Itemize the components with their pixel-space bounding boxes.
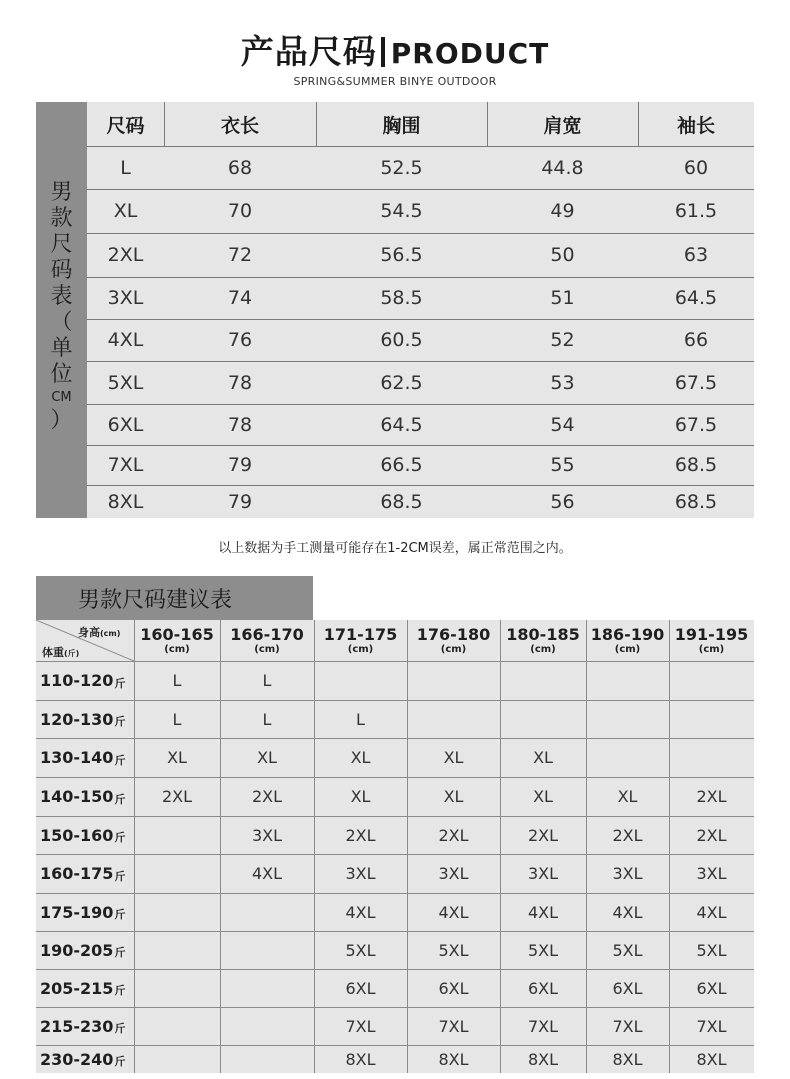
size-chart-col-divider [487,102,488,146]
weight-range: 175-190 [40,902,114,922]
recommended-size-cell: 8XL [527,1049,559,1069]
recommended-size-cell [586,700,669,738]
size-chart-cell: 56.5 [380,244,423,266]
side-paren-close: ） [50,408,73,433]
recommended-size-cell [134,969,220,1007]
recommended-size-cell: 3XL [438,864,469,883]
recommended-size-cell [134,1045,220,1073]
height-header-cell [220,620,314,661]
size-chart-cell: 60 [683,156,709,179]
recommended-size-cell: 8XL [612,1049,643,1069]
size-chart-cell: 70 [227,200,253,222]
recommended-size-cell: XL [533,748,553,767]
recommended-size-cell: L [262,671,272,690]
weight-range-cell [36,661,134,700]
recommended-size-cell [220,1045,314,1073]
recommended-size-cell: 5XL [696,940,727,960]
weight-range-cell [36,854,134,893]
size-chart-divider [87,146,754,147]
recommended-size-cell: L [172,671,182,690]
side-char: 男 [50,180,73,205]
recommendation-col-divider [134,620,135,1073]
corner-weight-unit: (斤) [64,649,80,658]
weight-range: 150-160 [40,825,114,845]
side-char: 尺 [50,232,73,257]
corner-weight-text: 体重 [42,646,64,659]
recommended-size-cell: XL [443,748,464,767]
recommended-size-cell: XL [350,787,371,806]
weight-range-cell [36,738,134,777]
height-header-cell [407,620,500,661]
recommendation-row-divider [36,816,754,817]
page-subtitle: SPRING&SUMMER BINYE OUTDOOR [293,75,497,88]
size-chart-divider [87,485,754,486]
height-range: 186-190 [590,624,665,644]
side-char: 款 [50,206,73,231]
recommendation-row-divider [36,1007,754,1008]
weight-unit: 斤 [114,946,126,959]
corner-height-label [78,624,120,640]
side-char: 单 [50,336,73,361]
size-chart-cell: 60.5 [380,329,423,351]
recommended-size-cell [220,969,314,1007]
recommended-size-cell: 5XL [345,940,376,960]
size-chart-cell: 62.5 [380,371,423,394]
weight-unit: 斤 [114,831,126,844]
size-chart-row [87,319,754,361]
recommended-size-cell: 2XL [161,787,193,806]
recommended-size-cell: XL [167,748,187,767]
recommended-size-cell: 5XL [612,940,643,960]
recommended-size-cell [220,931,314,969]
recommended-size-cell [220,1007,314,1045]
recommended-size-cell [669,661,754,700]
height-header-cell [669,620,754,661]
recommended-size-cell: 3XL [251,825,283,845]
weight-range-cell [36,931,134,969]
size-chart-cell: 79 [227,454,253,476]
recommendation-table [36,620,754,1073]
recommended-size-cell [500,661,586,700]
size-chart-cell: 3XL [107,287,144,309]
weight-range: 120-130 [40,709,114,729]
height-header-cell [500,620,586,661]
measurement-note: 以上数据为手工测量可能存在1-2CM误差，属正常范围之内。 [218,541,572,556]
recommendation-col-divider [407,620,408,1073]
weight-range-cell [36,816,134,854]
recommended-size-cell: L [172,709,182,729]
weight-unit: 斤 [114,869,126,883]
size-chart-cell: 78 [227,371,253,394]
weight-range: 110-120 [40,671,114,690]
size-chart-cell: 4XL [107,329,144,351]
recommended-size-cell [314,661,407,700]
size-chart-cell: 64.5 [380,413,423,436]
corner-height-unit: (cm) [100,629,121,638]
recommended-size-cell: 8XL [345,1049,376,1069]
recommended-size-cell: 3XL [527,864,559,883]
title-divider [381,37,385,67]
size-chart-col-divider [638,102,639,146]
weight-range-cell [36,969,134,1007]
recommended-size-cell: 7XL [527,1016,559,1036]
size-chart-side-label [36,102,87,518]
size-chart-cell: 72 [227,244,253,266]
weight-range-cell [36,1045,134,1073]
size-chart-cell: 64.5 [674,287,718,309]
size-chart-cell: 74 [227,287,253,309]
size-chart-cell: 68.5 [380,490,423,513]
recommendation-col-divider [669,620,670,1073]
size-chart-cell: 7XL [107,454,144,476]
side-char: 码 [50,258,73,283]
recommended-size-cell: L [262,709,272,729]
weight-unit: 斤 [114,1055,126,1068]
recommended-size-cell: 6XL [345,978,376,998]
size-chart-side-text [36,180,87,434]
size-chart-cell: L [120,156,131,179]
size-chart-header-cell: 尺码 [106,114,145,137]
recommended-size-cell: 4XL [527,902,559,922]
size-chart-row [87,233,754,277]
title-en: PRODUCT [390,37,550,70]
recommended-size-cell: 2XL [527,825,559,845]
size-chart-cell: 5XL [107,371,144,394]
recommended-size-cell: XL [617,787,638,806]
size-chart-cell: 54 [550,413,575,436]
recommended-size-cell [586,738,669,777]
size-chart-cell: 61.5 [674,200,718,222]
weight-range: 205-215 [40,978,114,998]
recommended-size-cell: 2XL [438,825,469,845]
corner-weight-label [42,644,79,660]
recommended-size-cell: 6XL [696,978,727,998]
size-chart-cell: 66.5 [380,454,423,476]
recommended-size-cell: 4XL [696,902,727,922]
size-chart-col-divider [316,102,317,146]
size-chart-header-cell: 胸围 [382,114,421,137]
recommendation-row-divider [36,1045,754,1046]
size-chart-cell: 50 [550,244,575,266]
size-chart-header-cell: 肩宽 [543,114,582,137]
recommended-size-cell [134,816,220,854]
recommended-size-cell: 3XL [696,864,727,883]
page-title [0,26,790,73]
size-chart-cell: 78 [227,413,253,436]
size-chart-cell: 68.5 [674,490,718,513]
recommended-size-cell: 7XL [696,1016,727,1036]
side-char: 位 [50,362,73,387]
weight-range-cell [36,1007,134,1045]
recommended-size-cell [669,738,754,777]
recommended-size-cell [134,1007,220,1045]
size-chart-row [87,277,754,319]
recommended-size-cell [669,700,754,738]
recommended-size-cell: 2XL [612,825,643,845]
size-chart-divider [87,233,754,234]
size-chart-cell: 2XL [107,244,144,266]
size-chart-cell: 68.5 [674,454,718,476]
weight-range-cell [36,777,134,816]
recommended-size-cell: 2XL [696,825,727,845]
recommendation-row-divider [36,893,754,894]
size-chart-divider [87,361,754,362]
recommended-size-cell [134,854,220,893]
title-cn: 产品尺码 [240,32,377,71]
size-chart-row [87,146,754,189]
recommended-size-cell: 3XL [612,864,643,883]
size-chart-divider [87,404,754,405]
weight-range: 215-230 [40,1016,114,1036]
size-chart-cell: XL [113,200,138,222]
recommendation-row-divider [36,738,754,739]
recommendation-row-divider [36,700,754,701]
recommended-size-cell: XL [533,787,553,806]
side-cm: CM [51,390,72,405]
height-header-cell [314,620,407,661]
weight-unit: 斤 [114,753,126,767]
recommended-size-cell: 4XL [345,902,376,922]
recommended-size-cell: 6XL [612,978,643,998]
recommended-size-cell [220,893,314,931]
weight-unit: 斤 [114,984,126,997]
size-chart-row [87,485,754,518]
recommended-size-cell: 5XL [438,940,469,960]
size-chart-cell: 52.5 [380,156,423,179]
recommended-size-cell: 7XL [438,1016,469,1036]
recommended-size-cell [500,700,586,738]
recommended-size-cell: 6XL [438,978,469,998]
size-chart-cell: 79 [227,490,253,513]
recommended-size-cell [407,661,500,700]
recommended-size-cell: 6XL [527,978,559,998]
size-chart-cell: 56 [550,490,575,513]
recommended-size-cell [586,661,669,700]
recommended-size-cell: L [356,709,365,729]
recommendation-col-divider [586,620,587,1073]
size-chart-cell: 68 [227,156,253,179]
recommended-size-cell: 4XL [612,902,643,922]
recommended-size-cell: 7XL [345,1016,376,1036]
height-unit: (cm) [698,643,725,655]
height-unit: (cm) [164,643,190,655]
size-chart-grid [87,102,754,518]
height-range: 160-165 [140,624,214,644]
size-chart-divider [87,445,754,446]
size-chart-cell: 66 [683,329,709,351]
weight-range-cell [36,700,134,738]
recommended-size-cell [134,931,220,969]
weight-unit: 斤 [114,792,126,806]
size-chart-cell: 67.5 [674,371,718,394]
recommended-size-cell: 8XL [696,1049,727,1069]
recommended-size-cell: 5XL [527,940,559,960]
recommendation-row-divider [36,777,754,778]
size-chart-cell: 67.5 [674,413,718,436]
size-chart-cell: 58.5 [380,287,423,309]
size-chart-header-row [87,102,754,146]
size-chart-cell: 44.8 [541,156,584,179]
size-chart-cell: 52 [550,329,575,351]
height-unit: (cm) [530,643,556,655]
recommendation-col-divider [220,620,221,1073]
height-unit: (cm) [347,643,374,655]
recommendation-row-divider [36,661,754,662]
height-header-cell [134,620,220,661]
size-chart-row [87,445,754,485]
height-range: 176-180 [416,624,491,644]
side-paren-open: （ [50,310,73,335]
corner-height-text: 身高 [78,626,100,639]
recommended-size-cell: XL [443,787,464,806]
size-chart-cell: 49 [550,200,575,222]
size-chart-row [87,404,754,445]
size-chart-cell: 63 [683,244,709,266]
size-chart-cell: 76 [227,329,253,351]
height-unit: (cm) [614,643,641,655]
recommendation-row-divider [36,854,754,855]
size-chart-divider [87,189,754,190]
height-unit: (cm) [254,643,280,655]
weight-range: 230-240 [40,1049,114,1069]
recommended-size-cell: 2XL [696,787,727,806]
size-chart-cell: 8XL [107,490,144,513]
recommended-size-cell: 8XL [438,1049,469,1069]
weight-unit: 斤 [114,908,126,921]
size-chart-header-cell: 衣长 [220,114,259,137]
recommended-size-cell: XL [350,748,371,767]
recommended-size-cell: 2XL [345,825,376,845]
recommendation-table-title: 男款尺码建议表 [36,576,313,620]
height-range: 180-185 [506,624,580,644]
recommendation-row-divider [36,969,754,970]
recommended-size-cell: 4XL [251,864,283,883]
height-range: 191-195 [674,624,749,644]
recommended-size-cell: 4XL [438,902,469,922]
size-chart-cell: 53 [550,371,575,394]
size-chart-header-cell: 袖长 [676,114,715,137]
recommendation-row-divider [36,931,754,932]
height-range: 166-170 [230,624,304,644]
size-chart-cell: 6XL [107,413,144,436]
recommended-size-cell: 7XL [612,1016,643,1036]
size-chart-cell: 51 [550,287,575,309]
recommendation-col-divider [314,620,315,1073]
side-char: 表 [50,284,73,309]
size-chart-cell: 54.5 [380,200,423,222]
recommended-size-cell: 3XL [345,864,376,883]
weight-range: 160-175 [40,864,114,883]
size-chart-divider [87,277,754,278]
weight-range: 130-140 [40,748,114,767]
size-chart-row [87,361,754,404]
weight-unit: 斤 [114,676,126,690]
height-unit: (cm) [440,643,467,655]
weight-range-cell [36,893,134,931]
recommended-size-cell: XL [257,748,277,767]
weight-range: 190-205 [40,940,114,960]
size-chart-table [36,102,754,518]
height-header-cell [586,620,669,661]
size-chart-col-divider [164,102,165,146]
height-range: 171-175 [323,624,398,644]
recommended-size-cell [407,700,500,738]
weight-range: 140-150 [40,787,114,806]
recommended-size-cell: 2XL [251,787,283,806]
weight-unit: 斤 [114,715,126,728]
size-chart-cell: 55 [550,454,575,476]
recommendation-col-divider [500,620,501,1073]
size-chart-divider [87,319,754,320]
recommended-size-cell [134,893,220,931]
weight-unit: 斤 [114,1022,126,1035]
size-chart-row [87,189,754,233]
